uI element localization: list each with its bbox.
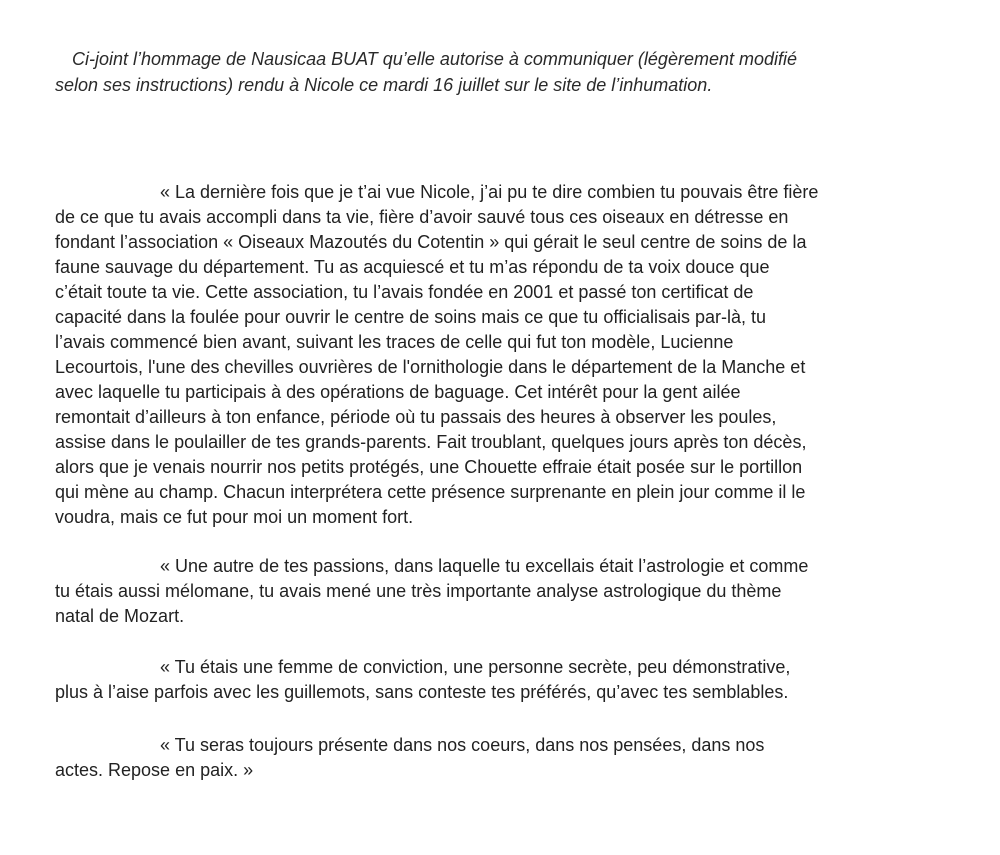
paragraph-line: « Tu étais une femme de conviction, une personne secrète, peu démonstrative, xyxy=(160,657,791,677)
paragraph-line: l’avais commencé bien avant, suivant les traces de celle qui fut ton modèle, Lucienne xyxy=(55,332,734,352)
paragraph-line: faune sauvage du département. Tu as acquiescé et tu m’as répondu de ta voix douce que xyxy=(55,257,770,277)
paragraph-line: plus à l’aise parfois avec les guillemots, sans conteste tes préférés, qu’avec tes semblables. xyxy=(55,682,789,702)
paragraph-line: assise dans le poulailler de tes grands-parents. Fait troublant, quelques jours après ton décès, xyxy=(55,432,807,452)
paragraph-line: natal de Mozart. xyxy=(55,606,185,626)
paragraph-line: « Une autre de tes passions, dans laquelle tu excellais était l’astrologie et comme xyxy=(160,556,809,576)
paragraph-line: actes. Repose en paix. » xyxy=(55,760,254,780)
paragraph-line: « Tu seras toujours présente dans nos coeurs, dans nos pensées, dans nos xyxy=(160,735,765,755)
intro-line: Ci-joint l’hommage de Nausicaa BUAT qu’elle autorise à communiquer (légèrement modifié xyxy=(72,49,798,69)
paragraph-line: « La dernière fois que je t’ai vue Nicole, j’ai pu te dire combien tu pouvais être fière xyxy=(160,182,819,202)
paragraph-line: voudra, mais ce fut pour moi un moment fort. xyxy=(55,507,414,527)
paragraph-line: capacité dans la foulée pour ouvrir le centre de soins mais ce que tu officialisais par-là, tu xyxy=(55,307,767,327)
intro-line: selon ses instructions) rendu à Nicole ce mardi 16 juillet sur le site de l’inhumation. xyxy=(55,75,713,95)
paragraph-line: fondant l’association « Oiseaux Mazoutés du Cotentin » qui gérait le seul centre de soins de la xyxy=(55,232,807,252)
paragraph-line: Lecourtois, l'une des chevilles ouvrières de l'ornithologie dans le département de la Manche et xyxy=(55,357,806,377)
paragraph-line: tu étais aussi mélomane, tu avais mené une très importante analyse astrologique du thème xyxy=(55,581,782,601)
paragraph-line: de ce que tu avais accompli dans ta vie, fière d’avoir sauvé tous ces oiseaux en détresse en xyxy=(55,207,789,227)
paragraph-line: c’était toute ta vie. Cette association, tu l’avais fondée en 2001 et passé ton certificat de xyxy=(55,282,754,302)
paragraph-line: qui mène au champ. Chacun interprétera cette présence surprenante en plein jour comme il le xyxy=(55,482,806,502)
paragraph-line: remontait d’ailleurs à ton enfance, période où tu passais des heures à observer les poules, xyxy=(55,407,777,427)
paragraph-line: avec laquelle tu participais à des opérations de baguage. Cet intérêt pour la gent ailée xyxy=(55,382,741,402)
paragraph-line: alors que je venais nourrir nos petits protégés, une Chouette effraie était posée sur le portillon xyxy=(55,457,803,477)
